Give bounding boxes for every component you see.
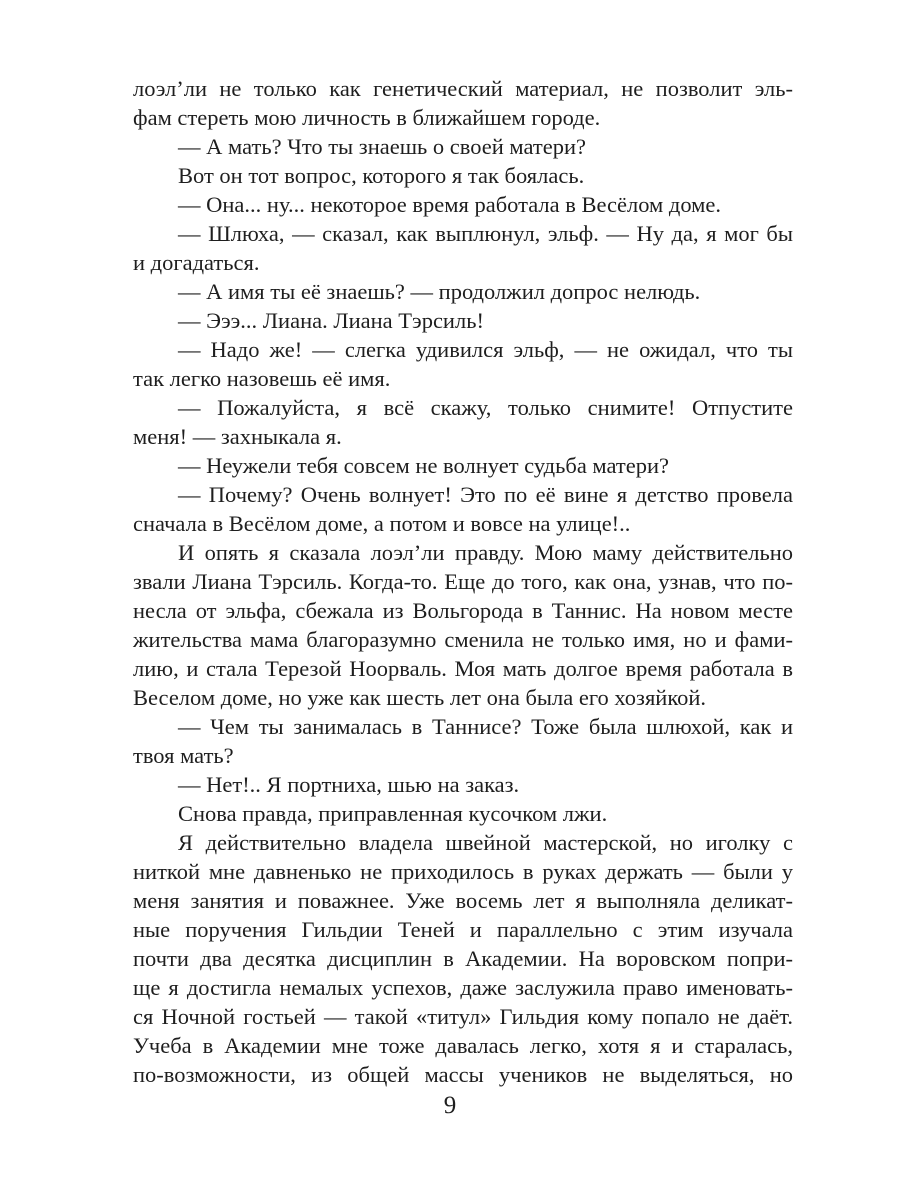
- dialogue-line: — Нет!.. Я портниха, шью на заказ.: [178, 772, 520, 797]
- text-line: сначала в Весёлом доме, а потом и вовсе на улице!..: [133, 511, 631, 536]
- text-line: лоэл’ли не только как генетический материал, не позволит эль-: [133, 76, 793, 101]
- paragraph-line: Я действительно владела швейной мастерской, но иголку с: [178, 830, 793, 855]
- paragraph-line: почти два десятка дисциплин в Академии. На воровском попри-: [133, 946, 793, 971]
- dialogue-line: — А имя ты её знаешь? — продолжил допрос нелюдь.: [178, 279, 701, 304]
- text-line: Снова правда, приправленная кусочком лжи.: [178, 801, 608, 826]
- text-line: фам стереть мою личность в ближайшем городе.: [133, 105, 601, 130]
- page-number: 9: [443, 1092, 457, 1119]
- paragraph-line: несла от эльфа, сбежала из Вольгорода в Таннис. На новом месте: [133, 598, 793, 623]
- dialogue-line: — Пожалуйста, я всё скажу, только снимите! Отпустите: [178, 395, 793, 420]
- dialogue-line: — Шлюха, — сказал, как выплюнул, эльф. — Ну да, я мог бы: [178, 221, 793, 246]
- paragraph-line: Веселом доме, но уже как шесть лет она была его хозяйкой.: [133, 685, 707, 710]
- dialogue-line: — Она... ну... некоторое время работала в Весёлом доме.: [178, 192, 722, 217]
- text-line: твоя мать?: [133, 743, 234, 768]
- paragraph-line: ще я достигла немалых успехов, даже заслужила право именовать-: [133, 975, 793, 1000]
- dialogue-line: — Надо же! — слегка удивился эльф, — не ожидал, что ты: [178, 337, 793, 362]
- text-line: так легко назовешь её имя.: [133, 366, 391, 391]
- paragraph-line: Учеба в Академии мне тоже давалась легко, хотя я и старалась,: [133, 1033, 793, 1058]
- paragraph-line: жительства мама благоразумно сменила не только имя, но и фами-: [133, 627, 793, 652]
- paragraph-line: ные поручения Гильдии Теней и параллельно с этим изучала: [133, 917, 793, 942]
- dialogue-line: — Почему? Очень волнует! Это по её вине я детство провела: [178, 482, 793, 507]
- page-text: [133, 74, 793, 1089]
- text-line: и догадаться.: [133, 250, 260, 275]
- dialogue-line: — Неужели тебя совсем не волнует судьба матери?: [178, 453, 670, 478]
- text-line: Вот он тот вопрос, которого я так боялась.: [178, 163, 585, 188]
- dialogue-line: — Чем ты занималась в Таннисе? Тоже была шлюхой, как и: [178, 714, 793, 739]
- paragraph-line: меня занятия и поважнее. Уже восемь лет я выполняла деликат-: [133, 888, 793, 913]
- paragraph-line: ниткой мне давненько не приходилось в руках держать — были у: [133, 859, 793, 884]
- paragraph-line: звали Лиана Тэрсиль. Когда-то. Еще до того, как она, узнав, что по-: [133, 569, 793, 594]
- paragraph-line: И опять я сказала лоэл’ли правду. Мою маму действительно: [178, 540, 793, 565]
- dialogue-line: — А мать? Что ты знаешь о своей матери?: [178, 134, 587, 159]
- dialogue-line: — Эээ... Лиана. Лиана Тэрсиль!: [178, 308, 484, 333]
- paragraph-line: ся Ночной гостьей — такой «титул» Гильдия кому попало не даёт.: [133, 1004, 793, 1029]
- paragraph-line: по-возможности, из общей массы учеников не выделяться, но: [133, 1062, 793, 1087]
- paragraph-line: лию, и стала Терезой Ноорваль. Моя мать долгое время работала в: [133, 656, 793, 681]
- text-line: меня! — захныкала я.: [133, 424, 342, 449]
